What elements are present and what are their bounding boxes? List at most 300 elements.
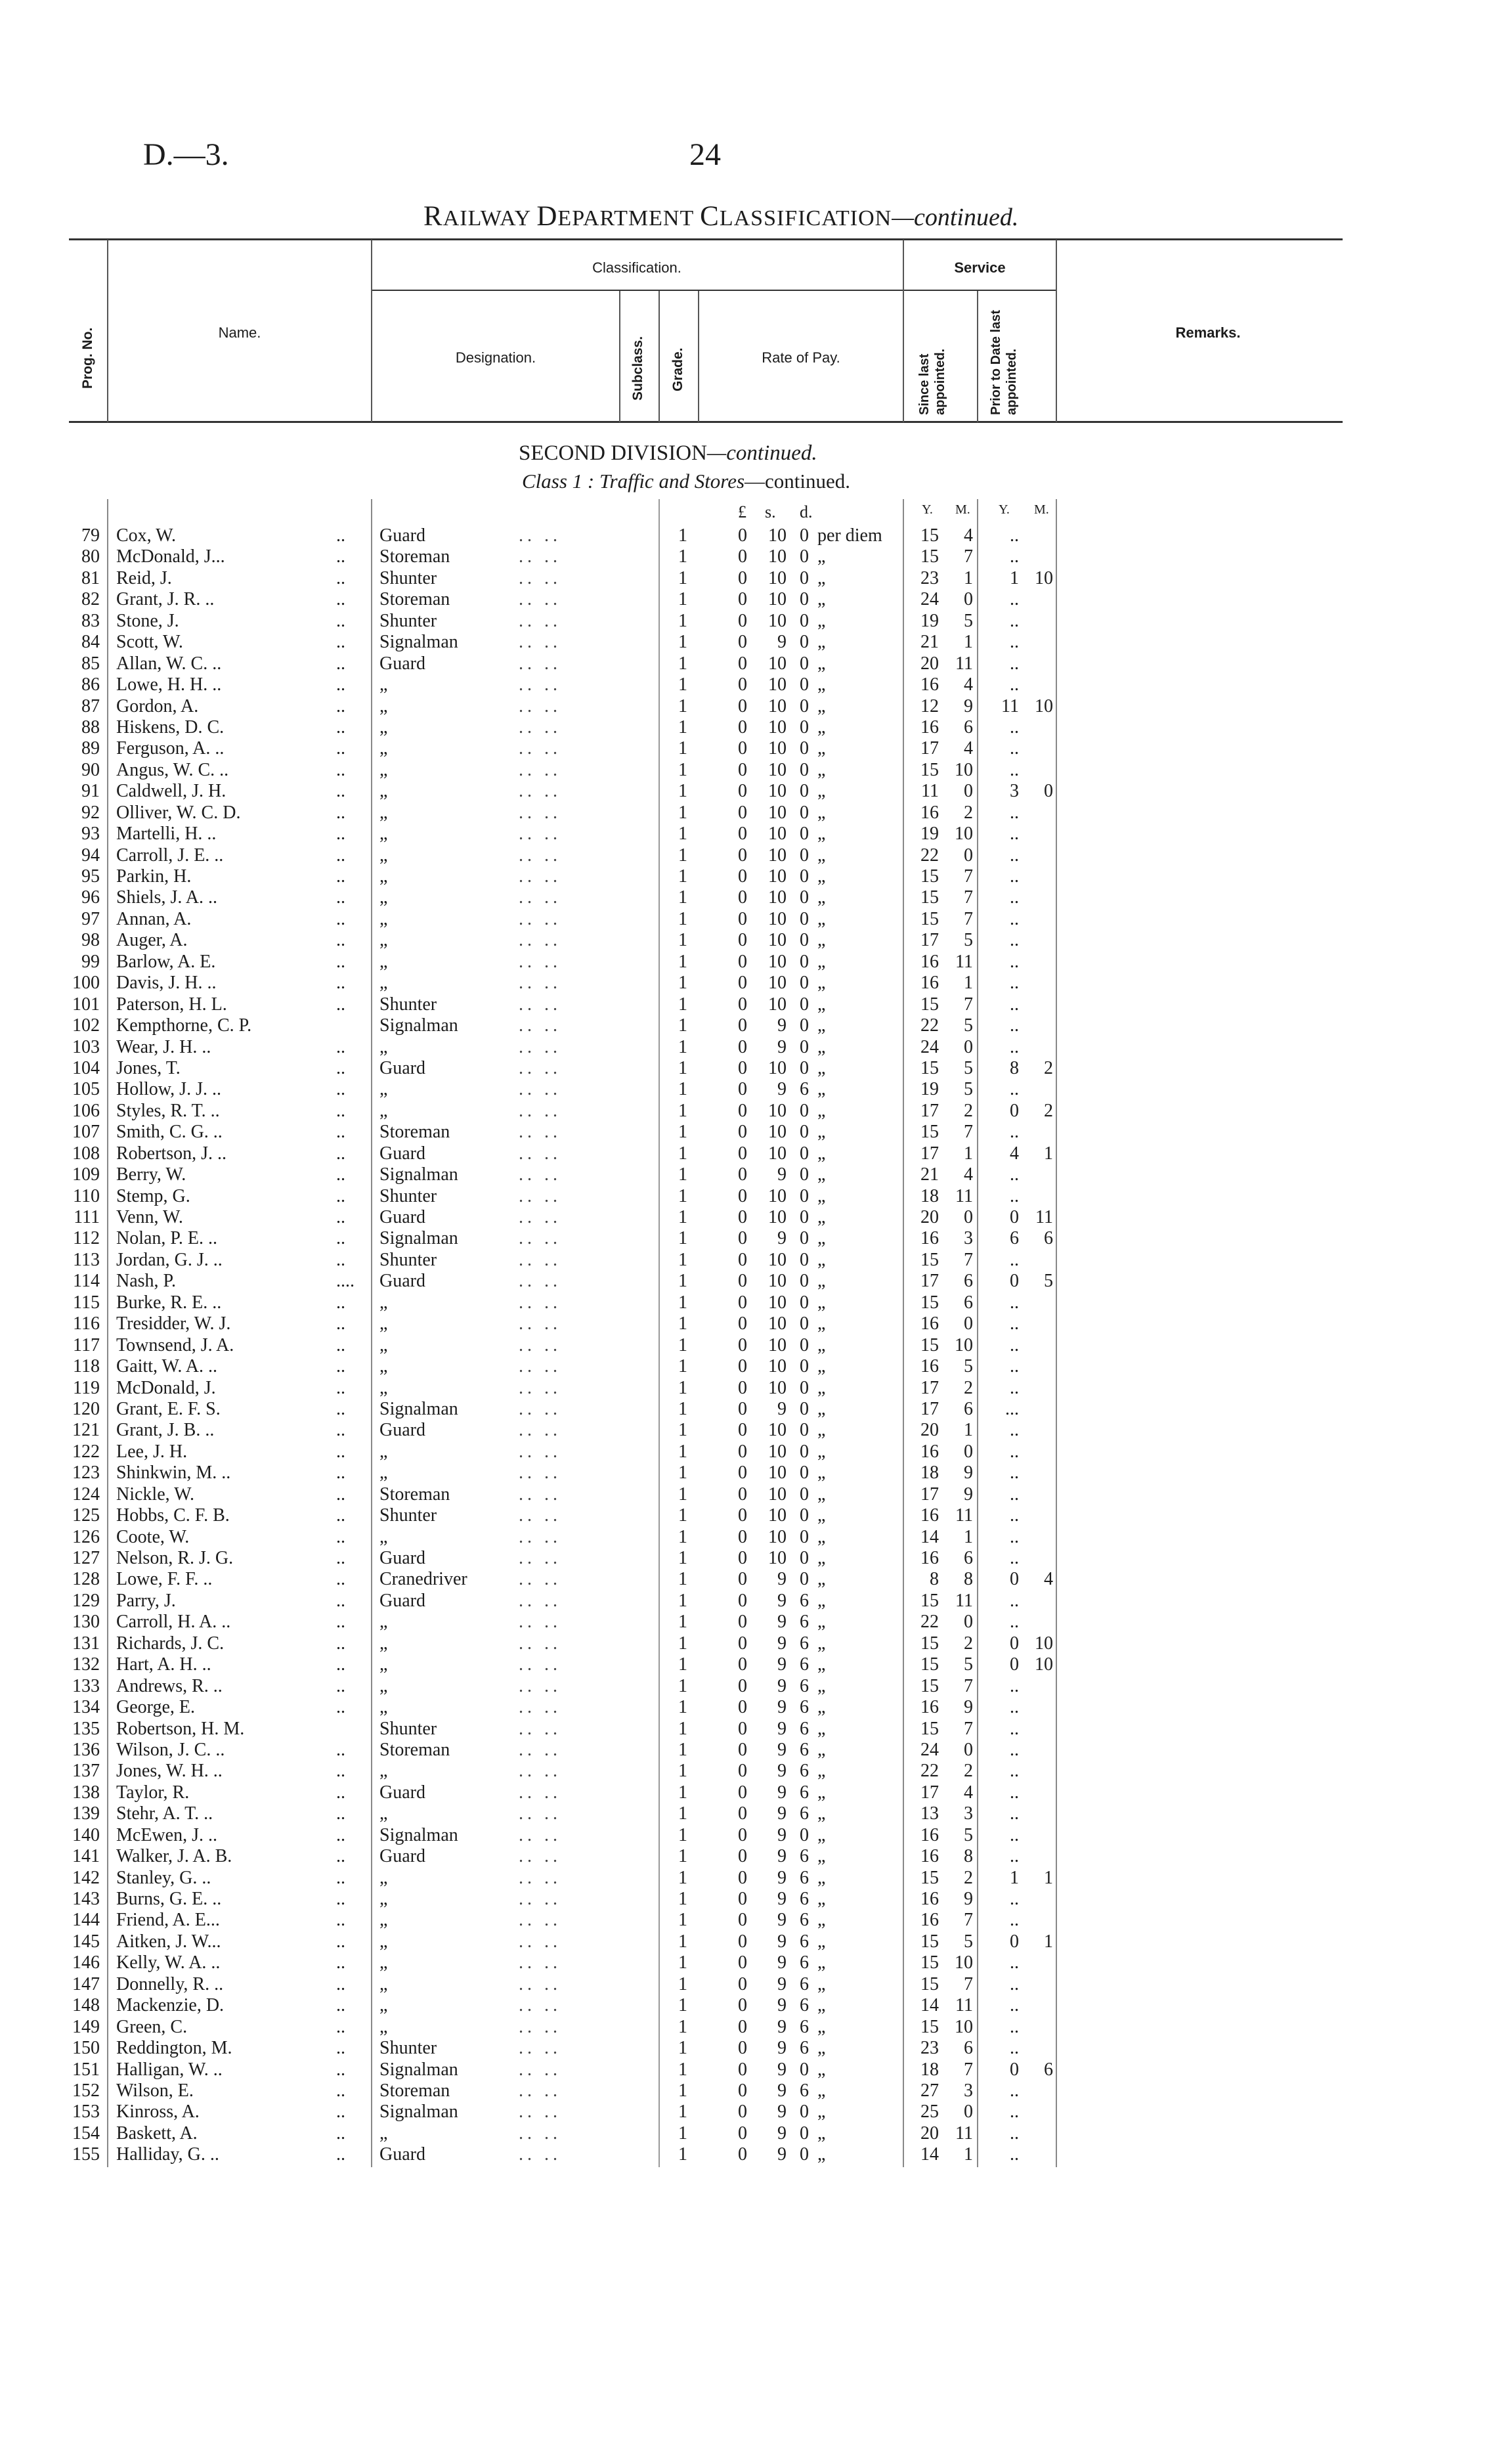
grade: 1 xyxy=(678,1718,687,1739)
table-row xyxy=(0,1463,1512,1484)
since-years: 17 xyxy=(920,930,939,951)
since-years: 18 xyxy=(920,1185,939,1206)
since-months: 4 xyxy=(964,1164,973,1185)
pay-pence: 0 xyxy=(800,1313,809,1334)
leader-dots: .. xyxy=(336,2038,345,2059)
employee-name: Stemp, G. xyxy=(116,1185,190,1206)
table-row xyxy=(0,930,1512,951)
leader-dots: .. xyxy=(336,866,345,887)
employee-name: Robertson, J. .. xyxy=(116,1143,227,1164)
leader-dots: .. .. xyxy=(519,1079,561,1100)
grade: 1 xyxy=(678,1313,687,1334)
since-years: 8 xyxy=(930,1569,939,1590)
since-years: 17 xyxy=(920,1377,939,1398)
grade: 1 xyxy=(678,1100,687,1121)
since-months: 9 xyxy=(964,1484,973,1505)
pay-pence: 0 xyxy=(800,824,809,845)
pay-pence: 6 xyxy=(800,1995,809,2016)
pay-pounds: 0 xyxy=(738,653,747,674)
since-last-header: Since last appointed. xyxy=(917,348,947,415)
since-years: 16 xyxy=(920,1846,939,1867)
prior-months: 1 xyxy=(1044,1931,1053,1952)
table-row xyxy=(0,1037,1512,1058)
pay-unit: „ xyxy=(817,887,826,908)
designation: „ xyxy=(379,1292,388,1313)
leader-dots: .. .. xyxy=(519,1867,561,1888)
pay-pounds: 0 xyxy=(738,1931,747,1952)
table-row xyxy=(0,1228,1512,1249)
prog-number: 103 xyxy=(72,1036,100,1057)
pay-shillings: 9 xyxy=(777,1228,787,1249)
prog-number: 127 xyxy=(72,1548,100,1568)
table-row xyxy=(0,1015,1512,1036)
leader-dots: .. .. xyxy=(519,2144,561,2165)
prior-months: 5 xyxy=(1044,1271,1053,1292)
prior-years: 0 xyxy=(1010,1931,1019,1952)
pay-pence: 0 xyxy=(800,1207,809,1227)
pay-shillings: 10 xyxy=(768,716,787,737)
pay-pence: 0 xyxy=(800,1185,809,1206)
designation: „ xyxy=(379,1377,388,1398)
leader-dots: .... xyxy=(336,1271,355,1292)
leader-dots: .. xyxy=(336,1910,345,1931)
employee-name: Townsend, J. A. xyxy=(116,1334,234,1355)
prior-years: .. xyxy=(1010,802,1019,823)
employee-name: Stehr, A. T. .. xyxy=(116,1803,213,1824)
designation: Signalman xyxy=(379,1015,458,1036)
prog-number: 93 xyxy=(81,824,100,845)
since-years: 14 xyxy=(920,1995,939,2016)
table-row xyxy=(0,1825,1512,1846)
prior-years: .. xyxy=(1010,653,1019,674)
prog-number: 153 xyxy=(72,2102,100,2123)
since-months: 9 xyxy=(964,1889,973,1909)
prior-years: .. xyxy=(1010,951,1019,972)
employee-name: Smith, C. G. .. xyxy=(116,1122,223,1143)
title-part-1: AILWAY xyxy=(443,206,537,231)
pay-shillings: 10 xyxy=(768,1505,787,1526)
pay-pence: 0 xyxy=(800,1569,809,1590)
prog-number: 111 xyxy=(74,1207,100,1227)
designation: „ xyxy=(379,1761,388,1782)
table-row xyxy=(0,1740,1512,1761)
prior-months: 2 xyxy=(1044,1100,1053,1121)
employee-name: Lee, J. H. xyxy=(116,1441,188,1462)
grade: 1 xyxy=(678,525,687,546)
pay-unit: „ xyxy=(817,1952,826,1973)
leader-dots: .. xyxy=(336,1505,345,1526)
pay-pounds: 0 xyxy=(738,1100,747,1121)
classification-header: Classification. xyxy=(592,259,681,276)
rate-of-pay-header: Rate of Pay. xyxy=(762,349,840,366)
pay-pounds: 0 xyxy=(738,1718,747,1739)
pay-unit: „ xyxy=(817,1249,826,1270)
pay-unit: „ xyxy=(817,1228,826,1249)
leader-dots: .. xyxy=(336,1356,345,1377)
prog-number: 135 xyxy=(72,1718,100,1739)
leader-dots: .. xyxy=(336,824,345,845)
table-row xyxy=(0,717,1512,738)
pay-pounds: 0 xyxy=(738,1761,747,1782)
prior-years: .. xyxy=(1010,738,1019,759)
table-row xyxy=(0,1654,1512,1675)
pay-pence: 6 xyxy=(800,1697,809,1718)
pay-pence: 0 xyxy=(800,1377,809,1398)
since-years: 22 xyxy=(920,845,939,866)
table-row xyxy=(0,1271,1512,1292)
prog-number: 117 xyxy=(73,1334,100,1355)
since-months: 7 xyxy=(964,1718,973,1739)
employee-name: Lowe, F. F. .. xyxy=(116,1569,213,1590)
pay-pounds: 0 xyxy=(738,1185,747,1206)
prog-number: 154 xyxy=(72,2123,100,2144)
employee-name: Stone, J. xyxy=(116,610,179,631)
since-years: 17 xyxy=(920,1782,939,1803)
designation: Signalman xyxy=(379,1398,458,1419)
leader-dots: .. .. xyxy=(519,1420,561,1441)
prior-years: 4 xyxy=(1010,1143,1019,1164)
table-row xyxy=(0,994,1512,1015)
pay-shillings: 9 xyxy=(777,1761,787,1782)
grade: 1 xyxy=(678,1143,687,1164)
pay-unit: „ xyxy=(817,1526,826,1547)
leader-dots: .. xyxy=(336,1633,345,1654)
prior-years: .. xyxy=(1010,1463,1019,1484)
pay-shillings: 10 xyxy=(768,781,787,802)
designation: „ xyxy=(379,973,388,994)
pay-pence: 0 xyxy=(800,1824,809,1845)
grade: 1 xyxy=(678,1271,687,1292)
pay-pence: 0 xyxy=(800,2144,809,2165)
since-years: 12 xyxy=(920,695,939,716)
prog-number: 110 xyxy=(73,1185,100,1206)
pay-unit: per diem xyxy=(817,525,882,546)
leader-dots: .. xyxy=(336,1931,345,1952)
grade-header: Grade. xyxy=(670,347,685,391)
pay-pounds: 0 xyxy=(738,866,747,887)
pay-pounds: 0 xyxy=(738,2038,747,2059)
since-years: 16 xyxy=(920,1697,939,1718)
table-row xyxy=(0,1420,1512,1441)
employee-name: Jones, T. xyxy=(116,1057,181,1078)
prior-years: .. xyxy=(1010,632,1019,653)
pay-unit: „ xyxy=(817,1505,826,1526)
pay-pounds: 0 xyxy=(738,525,747,546)
pay-shillings: 9 xyxy=(777,1846,787,1867)
table-row xyxy=(0,1676,1512,1697)
since-months: 11 xyxy=(955,1505,973,1526)
leader-dots: .. .. xyxy=(519,1271,561,1292)
table-row xyxy=(0,803,1512,824)
since-months: 6 xyxy=(964,716,973,737)
division-name: SECOND DIVISION xyxy=(519,441,707,465)
header-top-rule xyxy=(69,238,1343,240)
since-years: 15 xyxy=(920,759,939,780)
employee-name: Nash, P. xyxy=(116,1271,177,1292)
employee-name: Wilson, E. xyxy=(116,2080,194,2101)
leader-dots: .. .. xyxy=(519,1782,561,1803)
since-months: 7 xyxy=(964,546,973,567)
leader-dots: .. xyxy=(336,1697,345,1718)
pay-unit: „ xyxy=(817,973,826,994)
pay-shillings: 10 xyxy=(768,695,787,716)
designation: „ xyxy=(379,1952,388,1973)
leader-dots: .. xyxy=(336,567,345,588)
pay-shillings: 10 xyxy=(768,1143,787,1164)
employee-name: Burke, R. E. .. xyxy=(116,1292,222,1313)
leader-dots: .. .. xyxy=(519,1761,561,1782)
prog-number: 90 xyxy=(81,759,100,780)
since-months: 10 xyxy=(955,759,973,780)
pay-pounds: 0 xyxy=(738,2080,747,2101)
since-months: 2 xyxy=(964,802,973,823)
title-part-2: EPARTMENT xyxy=(557,206,701,231)
designation: „ xyxy=(379,1441,388,1462)
pay-pence: 0 xyxy=(800,567,809,588)
pay-unit: „ xyxy=(817,1015,826,1036)
employee-name: Cox, W. xyxy=(116,525,177,546)
table-row xyxy=(0,1079,1512,1100)
pay-shillings: 10 xyxy=(768,973,787,994)
table-row xyxy=(0,1910,1512,1931)
pay-shillings: 9 xyxy=(777,1398,787,1419)
since-months: 2 xyxy=(964,1867,973,1888)
employee-name: Angus, W. C. .. xyxy=(116,759,229,780)
prior-years: .. xyxy=(1010,1313,1019,1334)
since-years: 15 xyxy=(920,887,939,908)
since-months: 7 xyxy=(964,1675,973,1696)
pay-unit: „ xyxy=(817,845,826,866)
employee-name: Annan, A. xyxy=(116,908,192,929)
years-unit-prior: Y. xyxy=(999,502,1010,517)
table-row xyxy=(0,1484,1512,1505)
pay-pounds: 0 xyxy=(738,2123,747,2144)
years-unit-since: Y. xyxy=(922,502,933,517)
since-months: 4 xyxy=(964,525,973,546)
pay-shillings: 9 xyxy=(777,1995,787,2016)
grade: 1 xyxy=(678,1889,687,1909)
grade: 1 xyxy=(678,1675,687,1696)
designation: „ xyxy=(379,866,388,887)
since-years: 16 xyxy=(920,1313,939,1334)
table-row xyxy=(0,674,1512,695)
leader-dots: .. xyxy=(336,1292,345,1313)
table-row xyxy=(0,1761,1512,1782)
grade: 1 xyxy=(678,2038,687,2059)
header-divider-1 xyxy=(107,240,108,422)
table-row xyxy=(0,738,1512,759)
prog-number: 91 xyxy=(81,781,100,802)
designation: „ xyxy=(379,1931,388,1952)
table-row xyxy=(0,1378,1512,1399)
grade: 1 xyxy=(678,1846,687,1867)
pay-unit: „ xyxy=(817,716,826,737)
prior-years: .. xyxy=(1010,2016,1019,2037)
designation: Shunter xyxy=(379,1718,437,1739)
pay-pounds: 0 xyxy=(738,1420,747,1441)
since-months: 6 xyxy=(964,1548,973,1568)
grade: 1 xyxy=(678,1122,687,1143)
pay-pounds: 0 xyxy=(738,1313,747,1334)
pay-pence: 0 xyxy=(800,2059,809,2080)
prog-number: 148 xyxy=(72,1995,100,2016)
leader-dots: .. xyxy=(336,1973,345,1994)
employee-name: Donnelly, R. .. xyxy=(116,1973,224,1994)
prior-years: .. xyxy=(1010,1910,1019,1931)
leader-dots: .. .. xyxy=(519,1675,561,1696)
leader-dots: .. .. xyxy=(519,738,561,759)
employee-name: Hiskens, D. C. xyxy=(116,716,225,737)
prior-years: .. xyxy=(1010,1590,1019,1611)
designation: Guard xyxy=(379,653,425,674)
pay-pence: 0 xyxy=(800,1463,809,1484)
prior-months: 11 xyxy=(1035,1207,1053,1227)
pay-pence: 0 xyxy=(800,866,809,887)
name-header: Name. xyxy=(218,324,261,341)
prog-number: 152 xyxy=(72,2080,100,2101)
employee-name: Berry, W. xyxy=(116,1164,186,1185)
table-row xyxy=(0,887,1512,908)
pay-pounds: 0 xyxy=(738,589,747,610)
prior-years: .. xyxy=(1010,1782,1019,1803)
leader-dots: .. xyxy=(336,781,345,802)
grade: 1 xyxy=(678,930,687,951)
pay-pence: 0 xyxy=(800,1441,809,1462)
document-reference: D.—3. xyxy=(143,137,229,172)
prior-months: 2 xyxy=(1044,1057,1053,1078)
since-years: 15 xyxy=(920,546,939,567)
designation: Storeman xyxy=(379,2080,450,2101)
prior-years: .. xyxy=(1010,1952,1019,1973)
pay-unit: „ xyxy=(817,1739,826,1760)
prog-number: 136 xyxy=(72,1739,100,1760)
leader-dots: .. .. xyxy=(519,653,561,674)
leader-dots: .. xyxy=(336,1569,345,1590)
table-row xyxy=(0,1250,1512,1271)
pay-shillings: 10 xyxy=(768,1249,787,1270)
designation: „ xyxy=(379,1079,388,1100)
pay-unit: „ xyxy=(817,802,826,823)
grade: 1 xyxy=(678,1185,687,1206)
since-years: 15 xyxy=(920,1867,939,1888)
since-months: 6 xyxy=(964,1292,973,1313)
prog-number: 120 xyxy=(72,1398,100,1419)
since-months: 0 xyxy=(964,1739,973,1760)
page-title xyxy=(423,200,1018,232)
since-months: 9 xyxy=(964,1463,973,1484)
prior-years: .. xyxy=(1010,1122,1019,1143)
leader-dots: .. .. xyxy=(519,1185,561,1206)
since-years: 16 xyxy=(920,1505,939,1526)
table-row xyxy=(0,2144,1512,2165)
prior-years: 1 xyxy=(1010,567,1019,588)
grade: 1 xyxy=(678,674,687,695)
pay-pence: 0 xyxy=(800,1548,809,1568)
leader-dots: .. xyxy=(336,951,345,972)
employee-name: Parry, J. xyxy=(116,1590,176,1611)
leader-dots: .. .. xyxy=(519,2038,561,2059)
grade: 1 xyxy=(678,2016,687,2037)
designation: „ xyxy=(379,930,388,951)
designation: Guard xyxy=(379,1846,425,1867)
leader-dots: .. .. xyxy=(519,781,561,802)
leader-dots: .. xyxy=(336,845,345,866)
prior-years: .. xyxy=(1010,1973,1019,1994)
pay-pence: 0 xyxy=(800,973,809,994)
header-bottom-rule xyxy=(69,421,1343,423)
since-months: 1 xyxy=(964,567,973,588)
prog-number: 104 xyxy=(72,1057,100,1078)
prog-number: 101 xyxy=(72,994,100,1015)
since-months: 0 xyxy=(964,1207,973,1227)
grade: 1 xyxy=(678,781,687,802)
pay-pence: 0 xyxy=(800,1015,809,1036)
employee-name: Grant, J. R. .. xyxy=(116,589,215,610)
prior-months: 10 xyxy=(1035,695,1053,716)
pay-unit: „ xyxy=(817,1612,826,1633)
pay-unit: „ xyxy=(817,695,826,716)
pay-pence: 0 xyxy=(800,653,809,674)
grade: 1 xyxy=(678,1292,687,1313)
grade: 1 xyxy=(678,1995,687,2016)
pay-shillings: 9 xyxy=(777,1952,787,1973)
leader-dots: .. xyxy=(336,802,345,823)
since-months: 1 xyxy=(964,1526,973,1547)
leader-dots: .. .. xyxy=(519,1207,561,1227)
leader-dots: .. xyxy=(336,1377,345,1398)
since-months: 5 xyxy=(964,930,973,951)
pay-shillings: 10 xyxy=(768,1122,787,1143)
prior-months: 1 xyxy=(1044,1143,1053,1164)
prog-number: 113 xyxy=(73,1249,100,1270)
since-months: 10 xyxy=(955,2016,973,2037)
pay-pence: 0 xyxy=(800,1164,809,1185)
pay-unit: „ xyxy=(817,759,826,780)
grade: 1 xyxy=(678,610,687,631)
prior-years: .. xyxy=(1010,1889,1019,1909)
leader-dots: .. .. xyxy=(519,674,561,695)
since-years: 19 xyxy=(920,824,939,845)
pay-pence: 6 xyxy=(800,2038,809,2059)
leader-dots: .. .. xyxy=(519,1654,561,1675)
prior-years: 8 xyxy=(1010,1057,1019,1078)
designation: „ xyxy=(379,1803,388,1824)
pay-pounds: 0 xyxy=(738,695,747,716)
prog-number: 107 xyxy=(72,1122,100,1143)
grade: 1 xyxy=(678,1931,687,1952)
leader-dots: .. xyxy=(336,610,345,631)
prog-number: 141 xyxy=(72,1846,100,1867)
designation: „ xyxy=(379,1675,388,1696)
pay-unit: „ xyxy=(817,1548,826,1568)
since-months: 0 xyxy=(964,1313,973,1334)
since-years: 24 xyxy=(920,1036,939,1057)
leader-dots: .. xyxy=(336,1952,345,1973)
pay-pence: 6 xyxy=(800,1846,809,1867)
pay-pounds: 0 xyxy=(738,1122,747,1143)
pay-shillings: 10 xyxy=(768,887,787,908)
leader-dots: .. .. xyxy=(519,1718,561,1739)
pay-unit: „ xyxy=(817,2102,826,2123)
designation: Guard xyxy=(379,1782,425,1803)
pay-shillings: 9 xyxy=(777,1164,787,1185)
employee-name: Scott, W. xyxy=(116,632,183,653)
pay-unit: „ xyxy=(817,2144,826,2165)
leader-dots: .. xyxy=(336,1313,345,1334)
since-months: 0 xyxy=(964,2102,973,2123)
prog-number: 143 xyxy=(72,1889,100,1909)
title-cap-3: C xyxy=(700,201,720,232)
